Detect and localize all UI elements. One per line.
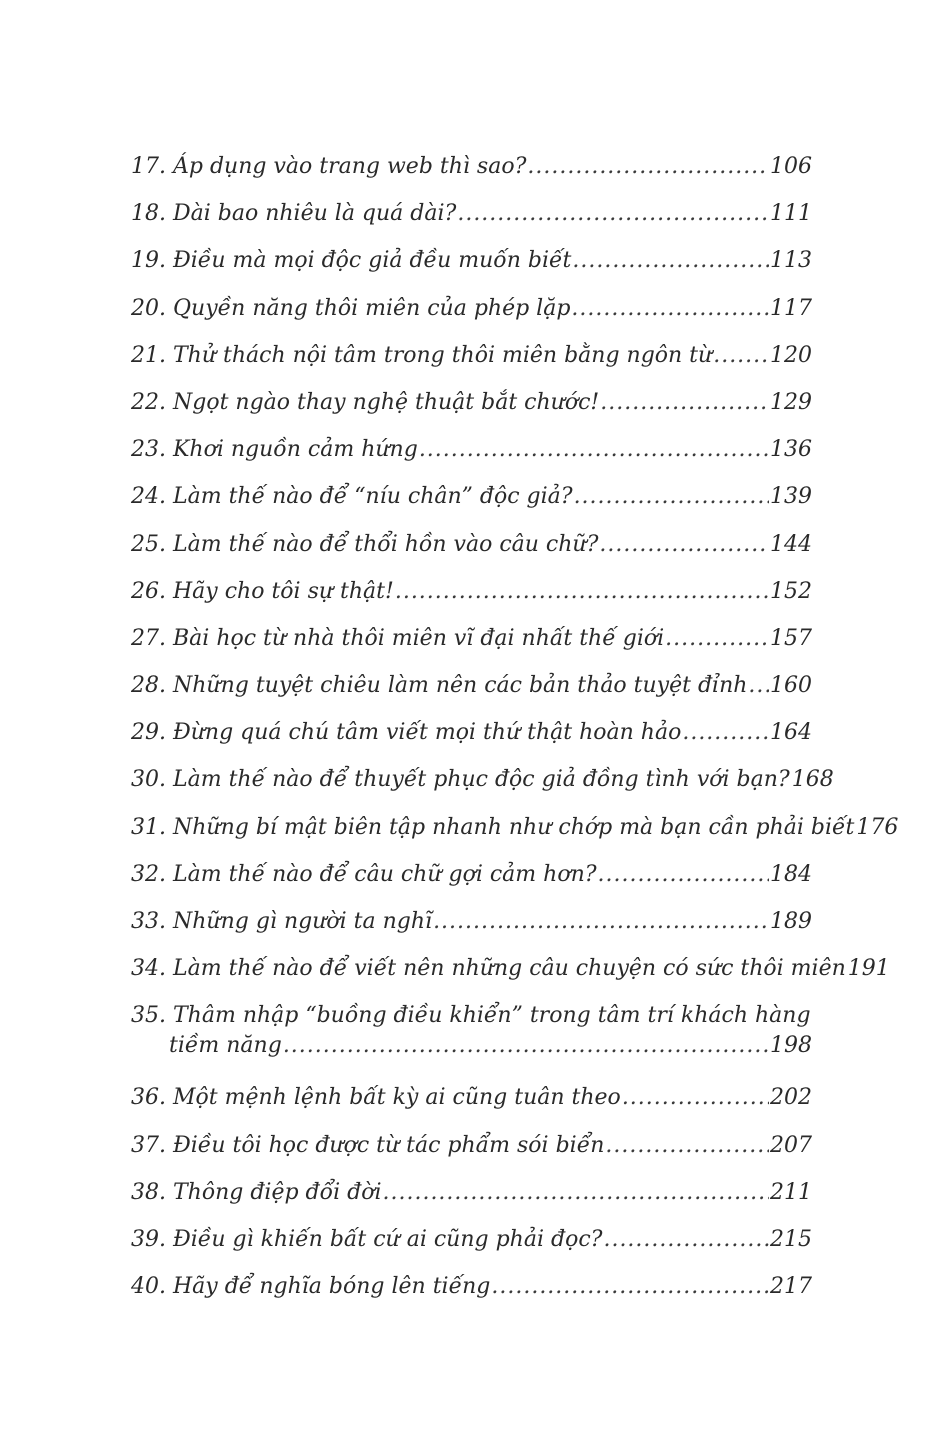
entry-title: Làm thế nào để “níu chân” độc giả? <box>173 484 573 510</box>
toc-entry <box>131 992 812 1074</box>
dot-leader <box>382 1169 769 1216</box>
entry-number: 37. <box>131 1132 166 1158</box>
toc-entry <box>131 945 890 992</box>
entry-number: 19. <box>131 248 166 274</box>
entry-number: 32. <box>131 861 166 887</box>
entry-number: 31. <box>131 814 166 840</box>
entry-page-number: 106 <box>770 154 812 179</box>
entry-number: 30. <box>131 767 166 793</box>
entry-page-number: 129 <box>770 389 812 415</box>
dot-leader <box>600 379 769 426</box>
entry-number: 23. <box>131 437 166 463</box>
toc-entry <box>131 756 834 803</box>
entry-page-number: 207 <box>770 1132 812 1158</box>
dot-leader <box>599 521 769 568</box>
entry-page-number: 189 <box>770 909 812 934</box>
entry-page-number: 168 <box>791 767 834 793</box>
toc-entry <box>131 237 812 284</box>
toc-entry <box>131 851 812 898</box>
entry-title: Hãy để nghĩa bóng lên tiếng <box>173 1274 491 1300</box>
toc-entry <box>131 662 812 709</box>
entry-title: Làm thế nào để câu chữ gợi cảm hơn? <box>173 861 597 887</box>
entry-page-number: 211 <box>770 1179 812 1205</box>
dot-leader <box>491 1263 769 1310</box>
entry-number: 24. <box>131 484 166 510</box>
entry-number: 40. <box>131 1274 166 1300</box>
entry-page-number: 198 <box>770 1033 812 1059</box>
toc-entry <box>131 143 812 190</box>
toc-entry <box>131 426 812 473</box>
dot-leader <box>433 898 769 945</box>
entry-title: Áp dụng vào trang web thì sao? <box>173 154 527 179</box>
entry-title: Quyền năng thôi miên của phép lặp <box>173 295 571 321</box>
dot-leader <box>622 1074 769 1121</box>
entry-number: 21. <box>131 342 166 368</box>
toc-entry <box>131 568 812 615</box>
dot-leader <box>283 1028 769 1064</box>
entry-title: Làm thế nào để viết nên những câu chuyện có sức thôi miên <box>173 956 846 982</box>
entry-title: Bài học từ nhà thôi miên vĩ đại nhất thế giới <box>173 625 665 651</box>
entry-number: 28. <box>131 673 166 699</box>
entry-number: 38. <box>131 1179 166 1205</box>
dot-leader <box>572 237 769 284</box>
entry-page-number: 144 <box>770 531 812 557</box>
entry-title: Thông điệp đổi đời <box>173 1179 382 1205</box>
entry-number: 35. <box>131 1003 166 1029</box>
entry-title: Làm thế nào để thuyết phục độc giả đồng tình với bạn? <box>173 767 790 793</box>
entry-page-number: 202 <box>770 1085 812 1111</box>
entry-page-number: 184 <box>770 861 812 887</box>
dot-leader <box>457 190 769 237</box>
entry-page-number: 191 <box>847 956 890 982</box>
entry-title: Đừng quá chú tâm viết mọi thứ thật hoàn hảo <box>173 720 682 746</box>
entry-title: Thâm nhập “buồng điều khiển” trong tâm trí khách hàng <box>173 1003 811 1029</box>
entry-title: Dài bao nhiêu là quá dài? <box>173 201 457 227</box>
entry-number: 26. <box>131 578 166 604</box>
dot-leader <box>605 1122 769 1169</box>
entry-page-number: 113 <box>770 248 812 274</box>
entry-title: Những gì người ta nghĩ <box>173 909 433 934</box>
dot-leader <box>395 568 769 615</box>
dot-leader <box>665 615 769 662</box>
entry-title: Ngọt ngào thay nghệ thuật bắt chước! <box>173 389 600 415</box>
toc-entry <box>131 615 812 662</box>
entry-title: Điều mà mọi độc giả đều muốn biết <box>173 248 572 274</box>
toc-entry <box>131 473 812 520</box>
dot-leader <box>571 285 769 332</box>
entry-page-number: 215 <box>770 1226 812 1252</box>
dot-leader <box>682 709 769 756</box>
toc-entry <box>131 285 812 332</box>
entry-page-number: 111 <box>770 201 812 227</box>
entry-number: 27. <box>131 625 166 651</box>
entry-page-number: 117 <box>770 295 812 321</box>
entry-title: Điều tôi học được từ tác phẩm sói biển <box>173 1132 605 1158</box>
dot-leader <box>574 473 769 520</box>
entry-number: 22. <box>131 389 166 415</box>
entry-title: Khơi nguồn cảm hứng <box>173 437 418 463</box>
entry-page-number: 217 <box>770 1274 812 1300</box>
entry-number: 33. <box>131 909 166 934</box>
entry-title-continued: tiềm năng <box>169 1033 282 1059</box>
entry-number: 39. <box>131 1226 166 1252</box>
entry-page-number: 160 <box>770 673 812 699</box>
entry-title: Làm thế nào để thổi hồn vào câu chữ? <box>173 531 599 557</box>
entry-number: 34. <box>131 956 166 982</box>
entry-title: Những bí mật biên tập nhanh như chớp mà bạn cần phải biết <box>173 814 855 840</box>
toc-entry <box>131 898 812 945</box>
entry-number: 36. <box>131 1085 166 1111</box>
entry-page-number: 157 <box>770 625 812 651</box>
entry-page-number: 164 <box>770 720 812 746</box>
toc-entry <box>131 1169 812 1216</box>
entry-title: Hãy cho tôi sự thật! <box>173 578 394 604</box>
toc-entry <box>131 1216 812 1263</box>
entry-page-number: 139 <box>770 484 812 510</box>
table-of-contents <box>131 143 899 1310</box>
dot-leader <box>713 332 769 379</box>
toc-entry <box>131 379 812 426</box>
toc-entry <box>131 804 899 851</box>
dot-leader <box>748 662 769 709</box>
toc-entry <box>131 521 812 568</box>
entry-title: Thử thách nội tâm trong thôi miên bằng ngôn từ <box>173 342 713 368</box>
toc-entry <box>131 1122 812 1169</box>
entry-page-number: 120 <box>770 342 812 368</box>
dot-leader <box>527 143 769 190</box>
dot-leader <box>598 851 769 898</box>
toc-entry <box>131 709 812 756</box>
toc-entry <box>131 332 812 379</box>
entry-title: Những tuyệt chiêu làm nên các bản thảo tuyệt đỉnh <box>173 673 748 699</box>
entry-number: 18. <box>131 201 166 227</box>
toc-entry <box>131 1074 812 1121</box>
entry-number: 17. <box>131 154 166 179</box>
entry-title: Một mệnh lệnh bất kỳ ai cũng tuân theo <box>173 1085 621 1111</box>
toc-entry <box>131 190 812 237</box>
entry-number: 20. <box>131 295 166 321</box>
entry-number: 25. <box>131 531 166 557</box>
dot-leader <box>603 1216 769 1263</box>
entry-number: 29. <box>131 720 166 746</box>
entry-page-number: 176 <box>856 814 899 840</box>
dot-leader <box>419 426 769 473</box>
entry-title: Điều gì khiến bất cứ ai cũng phải đọc? <box>173 1226 603 1252</box>
toc-entry <box>131 1263 812 1310</box>
entry-page-number: 136 <box>770 437 812 463</box>
entry-page-number: 152 <box>770 578 812 604</box>
